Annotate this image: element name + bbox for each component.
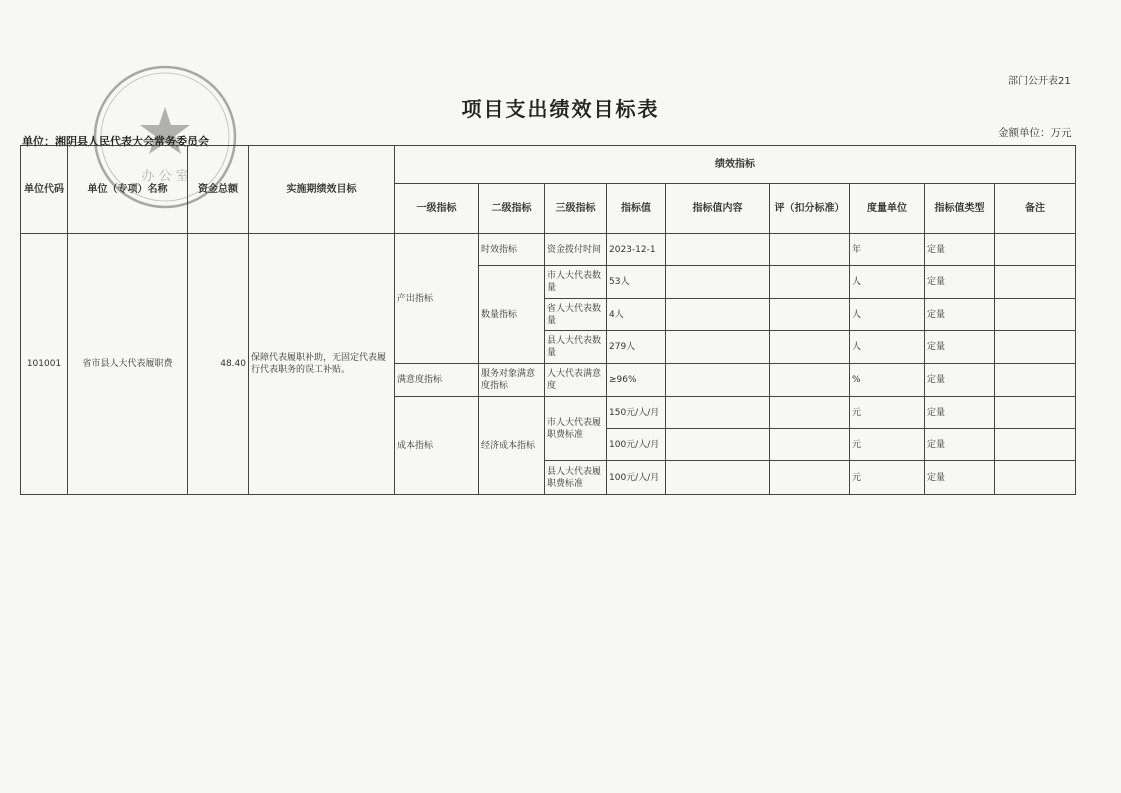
seal-text: 办 公 室 <box>141 169 189 184</box>
header-goal: 实施期绩效目标 <box>249 146 395 234</box>
table-cell-value: ≥96% <box>607 364 666 397</box>
table-cell-content <box>666 266 770 299</box>
table-cell-l3: 市人大代表履职费标准 <box>545 397 607 461</box>
level1-cost: 成本指标 <box>395 397 479 495</box>
table-cell-scoring <box>770 461 850 495</box>
table-cell-value: 150元/人/月 <box>607 397 666 429</box>
table-cell-scoring <box>770 364 850 397</box>
table-cell-type: 定量 <box>925 299 995 331</box>
table-cell-value: 2023-12-1 <box>607 234 666 266</box>
table-cell-l3: 县人大代表数量 <box>545 331 607 364</box>
table-cell-scoring <box>770 266 850 299</box>
table-cell-value: 100元/人/月 <box>607 429 666 461</box>
header-content: 指标值内容 <box>666 184 770 234</box>
table-cell-type: 定量 <box>925 461 995 495</box>
table-cell-type: 定量 <box>925 331 995 364</box>
table-cell-value: 4人 <box>607 299 666 331</box>
table-cell-type: 定量 <box>925 397 995 429</box>
table-cell-remark <box>995 299 1076 331</box>
form-code: 部门公开表21 <box>1008 76 1071 87</box>
table-cell-type: 定量 <box>925 364 995 397</box>
page-title: 项目支出绩效目标表 <box>461 97 660 121</box>
table-cell-type: 定量 <box>925 429 995 461</box>
table-cell-unit: 元 <box>850 429 925 461</box>
amount-unit: 金额单位：万元 <box>998 127 1072 139</box>
table-cell-value: 279人 <box>607 331 666 364</box>
table-cell-remark <box>995 461 1076 495</box>
table-cell-content <box>666 429 770 461</box>
header-level1: 一级指标 <box>395 184 479 234</box>
header-level3: 三级指标 <box>545 184 607 234</box>
header-scoring: 评（扣分标准） <box>770 184 850 234</box>
table-cell-l3: 县人大代表履职费标准 <box>545 461 607 495</box>
header-value: 指标值 <box>607 184 666 234</box>
header-measure: 度量单位 <box>850 184 925 234</box>
table-cell-unit: % <box>850 364 925 397</box>
table-cell-unit: 人 <box>850 331 925 364</box>
header-unit-code: 单位代码 <box>21 146 68 234</box>
table-cell-remark <box>995 429 1076 461</box>
level1-output: 产出指标 <box>395 234 479 364</box>
table-cell-scoring <box>770 397 850 429</box>
table-cell-content <box>666 299 770 331</box>
table-cell-unit: 人 <box>850 266 925 299</box>
table-cell-scoring <box>770 299 850 331</box>
table-cell-l3: 省人大代表数量 <box>545 299 607 331</box>
table-cell-remark <box>995 364 1076 397</box>
performance-table <box>20 145 1076 495</box>
level2-econ: 经济成本指标 <box>479 397 545 495</box>
table-cell-unit: 年 <box>850 234 925 266</box>
header-performance: 绩效指标 <box>395 146 1076 184</box>
table-cell-remark <box>995 397 1076 429</box>
table-cell-value: 100元/人/月 <box>607 461 666 495</box>
project-amount: 48.40 <box>188 234 249 495</box>
table-cell-type: 定量 <box>925 234 995 266</box>
table-cell-l3: 资金拨付时间 <box>545 234 607 266</box>
table-cell-unit: 元 <box>850 397 925 429</box>
table-cell-remark <box>995 234 1076 266</box>
table-cell-remark <box>995 266 1076 299</box>
table-cell-value: 53人 <box>607 266 666 299</box>
table-cell-content <box>666 397 770 429</box>
unit-line: 单位：湘阴县人民代表大会常务委员会 <box>22 135 209 148</box>
header-level2: 二级指标 <box>479 184 545 234</box>
level1-satisfaction: 满意度指标 <box>395 364 479 397</box>
table-cell-content <box>666 331 770 364</box>
table-cell-content <box>666 364 770 397</box>
table-cell-unit: 元 <box>850 461 925 495</box>
table-cell-scoring <box>770 331 850 364</box>
header-remark: 备注 <box>995 184 1076 234</box>
table-cell-scoring <box>770 234 850 266</box>
table-cell-scoring <box>770 429 850 461</box>
project-goal: 保障代表履职补助，无固定代表履行代表职务的误工补贴。 <box>249 234 395 495</box>
header-unit-name: 单位（专项）名称 <box>68 146 188 234</box>
project-code: 101001 <box>21 234 68 495</box>
table-cell-content <box>666 461 770 495</box>
header-value-type: 指标值类型 <box>925 184 995 234</box>
level2-quantity: 数量指标 <box>479 266 545 364</box>
table-cell-type: 定量 <box>925 266 995 299</box>
header-funds-total: 资金总额 <box>188 146 249 234</box>
table-cell-unit: 人 <box>850 299 925 331</box>
table-cell-l3: 人大代表满意度 <box>545 364 607 397</box>
level2-service: 服务对象满意度指标 <box>479 364 545 397</box>
project-name: 省市县人大代表履职费 <box>68 234 188 495</box>
table-cell-remark <box>995 331 1076 364</box>
table-cell-l3: 市人大代表数量 <box>545 266 607 299</box>
level2-timeliness: 时效指标 <box>479 234 545 266</box>
table-cell-content <box>666 234 770 266</box>
